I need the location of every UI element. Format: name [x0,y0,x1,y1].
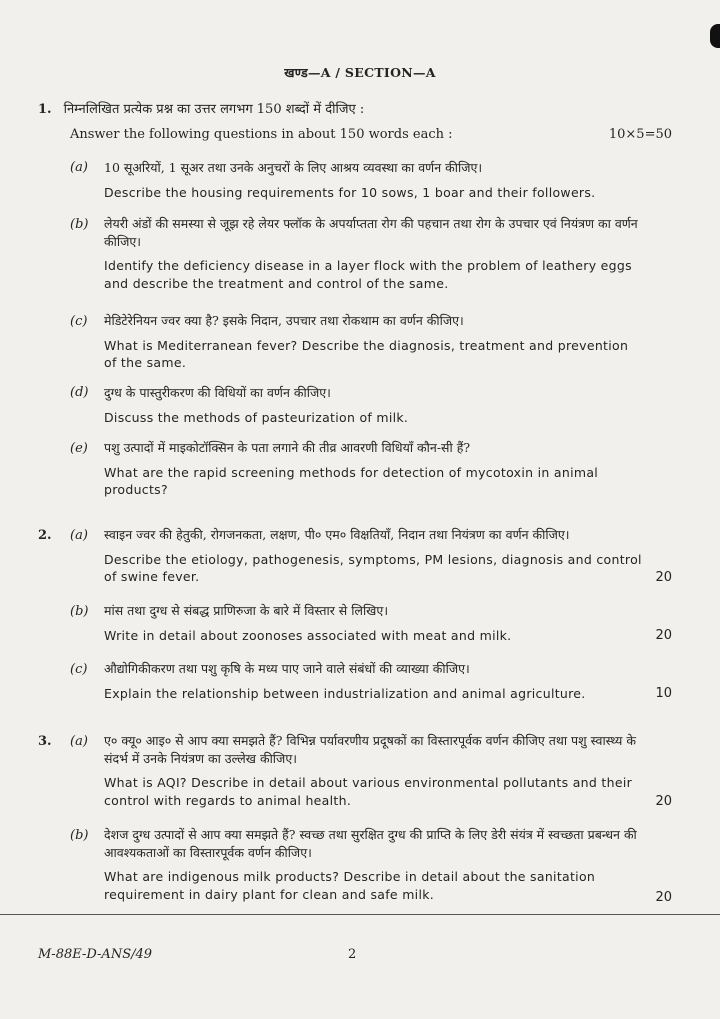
q3-b-hindi: देशज दुग्ध उत्पादों से आप क्या समझते हैं? स्वच्छ तथा सुरक्षित दुग्ध की प्राप्ति के लिए डेरी संयंत्र में स्वच्छता प्रबन्धन की आवश्यकताओं का विस्तारपूर्वक वर्णन कीजिए। [104,827,637,860]
q2-c-marks: 10 [655,686,672,701]
q1-e [104,439,644,499]
q1-c-label: (c) [70,314,88,329]
q1-b [104,215,644,292]
q3-a-english: What is AQI? Describe in detail about various environmental pollutants and their control with regards to animal health. [104,775,633,808]
q2-b [104,602,644,644]
q1-b-english: Identify the deficiency disease in a layer flock with the problem of leathery eggs and describe the treatment and control of the same. [104,258,632,291]
q1-e-hindi: पशु उत्पादों में माइकोटॉक्सिन के पता लगाने की तीव्र आवरणी विधियाँ कौन-सी हैं? [104,440,471,455]
q2-b-hindi: मांस तथा दुग्ध से संबद्ध प्राणिरुजा के बारे में विस्तार से लिखिए। [104,603,389,618]
question-1-marks: 10×5=50 [608,127,672,142]
q3-b-label: (b) [70,828,89,843]
q1-e-label: (e) [70,441,88,456]
q1-a-english: Describe the housing requirements for 10 sows, 1 boar and their followers. [104,184,596,200]
q1-c-hindi: मेडिटेरेनियन ज्वर क्या है? इसके निदान, उपचार तथा रोकथाम का वर्णन कीजिए। [104,313,464,328]
q3-b-marks: 20 [655,890,672,905]
footer-divider [0,914,720,915]
paper-code: M-88E-D-ANS/49 [38,947,153,962]
q1-b-hindi: लेयरी अंडों की समस्या से जूझ रहे लेयर फ्लॉक के अपर्याप्तता रोग की पहचान तथा रोग के उपचार एवं नियंत्रण का वर्णन कीजिए। [104,216,638,249]
page-number: 2 [348,947,357,962]
q1-a [104,159,644,201]
q2-c-hindi: औद्योगिकीकरण तथा पशु कृषि के मध्य पाए जाने वाले संबंधों की व्याख्या कीजिए। [104,661,470,676]
q3-b-english: What are indigenous milk products? Describe in detail about the sanitation requirement in dairy plant for clean and safe milk. [104,869,596,902]
q1-d-label: (d) [70,385,89,400]
question-2-number: 2. [38,528,52,543]
question-1-hindi-text: निम्नलिखित प्रत्येक प्रश्न का उत्तर लगभग 150 शब्दों में दीजिए : [63,102,365,117]
q1-a-hindi: 10 सूअरियों, 1 सूअर तथा उनके अनुचरों के लिए आश्रय व्यवस्था का वर्णन कीजिए। [104,160,483,175]
q1-a-label: (a) [70,160,88,175]
q2-a-marks: 20 [655,570,672,585]
q2-a-hindi: स्वाइन ज्वर की हेतुकी, रोगजनकता, लक्षण, पी० एम० विक्षतियाँ, निदान तथा नियंत्रण का वर्णन कीजिए। [104,527,570,542]
q2-a-label: (a) [70,528,88,543]
section-header: खण्ड—A / SECTION—A [284,65,436,80]
q3-a [104,732,644,809]
q3-b [104,826,644,903]
q2-c-label: (c) [70,662,88,677]
q1-b-label: (b) [70,217,89,232]
q3-a-hindi: ए० क्यू० आइ० से आप क्या समझते हैं? विभिन्न पर्यावरणीय प्रदूषकों का विस्तारपूर्वक वर्णन कीजिए तथा पशु स्वास्थ्य के संदर्भ में उनके नियंत्रण का उल्लेख कीजिए। [104,733,636,766]
q1-e-english: What are the rapid screening methods for detection of mycotoxin in animal products? [104,464,599,497]
q2-a-english: Describe the etiology, pathogenesis, symptoms, PM lesions, diagnosis and control of swine fever. [104,551,642,584]
q1-c-english: What is Mediterranean fever? Describe the diagnosis, treatment and prevention of the same. [104,337,629,370]
q3-a-label: (a) [70,734,88,749]
question-1-number: 1. [38,102,52,117]
q1-d [104,384,644,426]
q2-a [104,526,644,586]
q2-c-english: Explain the relationship between industrialization and animal agriculture. [104,685,586,701]
q2-b-english: Write in detail about zoonoses associated with meat and milk. [104,627,512,643]
q2-b-label: (b) [70,604,89,619]
q2-c [104,660,644,702]
question-1-hindi-instruction [38,99,364,117]
q3-a-marks: 20 [655,794,672,809]
q1-d-english: Discuss the methods of pasteurization of milk. [104,409,409,425]
question-3-number: 3. [38,734,52,749]
q1-d-hindi: दुग्ध के पास्तुरीकरण की विधियों का वर्णन कीजिए। [104,385,331,400]
q2-b-marks: 20 [655,628,672,643]
scan-edge-mark [710,24,720,48]
q1-c [104,312,644,372]
question-1-english-instruction: Answer the following questions in about 150 words each : [70,127,453,142]
